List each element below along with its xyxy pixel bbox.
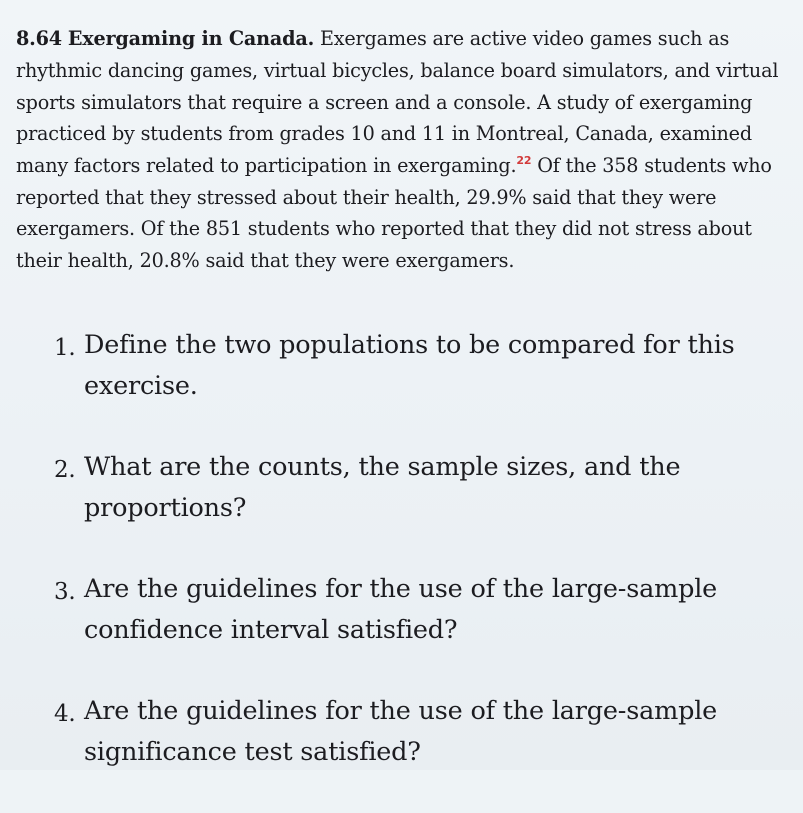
question-number: 1. xyxy=(54,335,76,361)
question-item xyxy=(54,569,784,651)
question-number: 2. xyxy=(54,457,76,483)
question-list xyxy=(54,325,784,813)
question-number: 4. xyxy=(54,701,76,727)
question-text: Are the guidelines for the use of the large-sample confidence interval satisfied? xyxy=(84,574,718,645)
problem-paragraph xyxy=(16,23,791,277)
question-item xyxy=(54,447,784,529)
question-number: 3. xyxy=(54,579,76,605)
problem-heading: Exergaming in Canada. xyxy=(67,27,315,51)
question-item xyxy=(54,691,784,773)
question-text: Are the guidelines for the use of the large-sample significance test satisfied? xyxy=(84,696,718,767)
problem-text-data: Of the 358 students who reported that they stressed about their health, 29.9% said that they were exergamers. Of the 851 students who reported that they did not stress about their health, 20.8% said that they were exergamers. xyxy=(16,154,772,273)
question-text: What are the counts, the sample sizes, and the proportions? xyxy=(84,452,681,523)
question-text: Define the two populations to be compared for this exercise. xyxy=(84,330,735,401)
question-item xyxy=(54,325,784,407)
problem-text-intro: Exergames are active video games such as rhythmic dancing games, virtual bicycles, balance board simulators, and virtual sports simulators that require a screen and a console. A study of exergaming practiced by students from grades 10 and 11 in Montreal, Canada, examined many factors related to participation in exergaming. xyxy=(16,27,779,177)
problem-number: 8.64 xyxy=(16,27,62,51)
reference-superscript: 22 xyxy=(516,154,532,167)
